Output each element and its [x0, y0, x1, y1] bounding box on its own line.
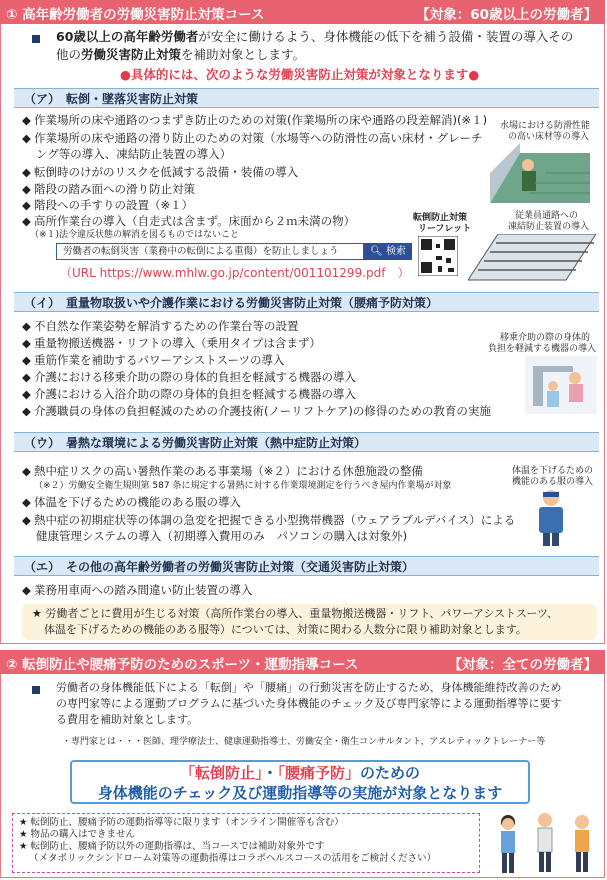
diamond-bullet-icon: ◆: [22, 353, 31, 367]
banner-line2: 身体機能のチェック及び運動指導等の実施が対象となります: [97, 784, 503, 802]
subsection-a-header: （ア） 転倒・墜落災害防止対策: [14, 88, 599, 108]
qr-code-icon[interactable]: [418, 236, 458, 276]
list-item-text: 介護職員の身体の負担軽減のための介護技術(ノーリフトケア)の修得のための教育の実施: [34, 404, 491, 418]
diamond-bullet-icon: ◆: [22, 165, 31, 179]
antislip-floor-illustration: [490, 143, 590, 203]
note-line: ★ 物品の購入はできません: [19, 829, 136, 840]
square-bullet-icon: [32, 686, 40, 694]
cost-note-box: [22, 604, 597, 640]
section2-lead: 労働者の身体機能低下による「転倒」や「腰痛」の行動災害を防止するため、身体機能維持改善のため: [56, 681, 562, 694]
section2-notes-box: [12, 813, 480, 873]
search-input[interactable]: 労働者の転倒災害（業務中の転倒による重傷）を防止しましょう: [56, 243, 364, 260]
section1-title: ① 高年齢労働者の労働災害防止対策コース: [6, 7, 265, 23]
list-item: [22, 335, 321, 351]
list-item: [22, 386, 356, 402]
lead-text: 他の: [56, 47, 82, 62]
subsection-b-header: （イ） 重量物取扱いや介護作業における労働災害防止対策（腰痛予防対策）: [14, 292, 599, 312]
list-item-text: 作業場所の床や通路のつまずき防止のための対策(作業場所の床や通路の段差解消)(※１): [34, 113, 488, 127]
leaflet-label: 転倒防止対策: [413, 213, 468, 223]
list-item: [22, 197, 193, 213]
list-item-text: 転倒時のけがのリスクを低減する設備・装備の導入: [34, 165, 299, 179]
banner-dot: ・: [262, 764, 278, 782]
section2-lead: の専門家等による運動プログラムに基づいた身体機能のチェック及び専門家等による運動指導等に要す: [56, 697, 562, 710]
list-item-text: 重量物搬送機器・リフトの導入（乗用タイプは含まず）: [34, 336, 321, 350]
banner-fall-prevention: 「転倒防止」: [179, 764, 263, 782]
lead-emphasis-measure: 労働災害防止対策: [81, 47, 182, 62]
specific-measures-line: ●具体的には、次のような労働災害防止対策が対象となります●: [120, 67, 480, 82]
image-caption: 従業員通路への: [515, 211, 579, 221]
diamond-bullet-icon: ◆: [22, 464, 31, 478]
list-item-text: 階段の踏み面への滑り防止対策: [34, 182, 195, 196]
diamond-bullet-icon: ◆: [22, 198, 31, 212]
search-icon: 🔍︎: [370, 246, 383, 257]
section2-header: [0, 650, 605, 674]
list-item: [22, 352, 284, 368]
list-item: [22, 112, 487, 128]
diamond-bullet-icon: ◆: [22, 214, 31, 228]
section1-lead-line2: [56, 46, 305, 64]
list-item-continuation: ング等の導入、凍結防止装置の導入）: [36, 147, 232, 161]
diamond-bullet-icon: ◆: [22, 113, 31, 127]
note-line: ★ 転倒防止、腰痛予防以外の運動指導は、当コースでは補助対象外です: [19, 841, 325, 852]
heat-note: （※２）労働安全衛生規則第 587 条に規定する暑熱に対する作業環境測定を行うべき屋内作業場が対象: [34, 481, 452, 491]
diamond-bullet-icon: ◆: [22, 336, 31, 350]
note-line: （メタボリックシンドローム対策等の運動指導はコラボヘルスコースの活用をご検討ください）: [29, 853, 437, 864]
list-item-continuation: 健康管理システムの導入（初期導入費用のみ パソコンの購入は対象外): [36, 529, 408, 543]
list-item-text: 階段への手すりの設置（※１）: [34, 198, 194, 212]
image-caption: 水場における防滑性能: [500, 121, 591, 131]
list-item: [22, 130, 483, 146]
list-item-text: 業務用車両への踏み間違い防止装置の導入: [34, 583, 253, 597]
list-item-text: 体温を下げるための機能のある服の導入: [34, 495, 241, 509]
section1-header: [0, 0, 605, 24]
lead-text: を補助対象とします。: [181, 47, 306, 62]
diamond-bullet-icon: ◆: [22, 583, 31, 597]
diamond-bullet-icon: ◆: [22, 370, 31, 384]
banner-line1: [72, 763, 528, 783]
subsection-d-header: （エ） その他の高年齢労働者の労働災害防止対策（交通災害防止対策）: [14, 556, 599, 576]
section2-target: 【対象：全ての労働者】: [448, 657, 597, 673]
list-item: [22, 164, 298, 180]
list-item-text: 介護における入浴介助の際の身体的負担を軽減する機器の導入: [34, 387, 356, 401]
diamond-bullet-icon: ◆: [22, 182, 31, 196]
list-item-text: 熱中症リスクの高い暑熱作業のある事業場（※２）における休憩施設の整備: [34, 464, 423, 478]
note-line: ★ 転倒防止、腰痛予防の運動指導等に限ります（オンライン開催等も含む）: [19, 817, 344, 828]
list-item: [22, 213, 355, 229]
section2-title: ② 転倒防止や腰痛予防のためのスポーツ・運動指導コース: [6, 657, 359, 673]
banner-for: のための: [360, 764, 421, 782]
subsection-c-header: （ウ） 暑熱な環境による労働災害防止対策（熱中症防止対策）: [14, 432, 599, 452]
image-caption: の高い床材等の導入: [508, 132, 590, 142]
diamond-bullet-icon: ◆: [22, 404, 31, 418]
search-button[interactable]: [364, 243, 412, 260]
stretching-workers-illustration: [490, 808, 602, 876]
antifreeze-walkway-illustration: [468, 234, 598, 282]
image-caption: 体温を下げるための: [512, 466, 594, 476]
lead-text: が安全に働けるよう、身体機能の低下を補う設備・装置の導入その: [198, 29, 574, 44]
square-bullet-icon: [32, 35, 40, 43]
list-item-text: 高所作業台の導入（自走式は含まず。床面から２ｍ未満の物）: [34, 214, 356, 228]
diamond-bullet-icon: ◆: [22, 131, 31, 145]
image-caption: 機能のある服の導入: [512, 477, 594, 487]
banner-backpain-prevention: 「腰痛予防」: [277, 764, 361, 782]
diamond-bullet-icon: ◆: [22, 513, 31, 527]
list-item-text: 不自然な作業姿勢を解消するための作業台等の設置: [34, 319, 299, 333]
lead-emphasis-age: 60歳以上の高年齢労働者: [56, 29, 199, 44]
search-button-label: 検索: [385, 246, 406, 257]
list-item: [22, 181, 195, 197]
diamond-bullet-icon: ◆: [22, 495, 31, 509]
image-caption: 凍結防止装置の導入: [508, 222, 590, 232]
expert-definition: ・専門家とは・・・医師、理学療法士、健康運動指導士、労働安全・衛生コンサルタント、アスレティックトレーナー等: [62, 737, 546, 747]
list-item-text: 熱中症の初期症状等の体調の急変を把握できる小型携帯機器（ウェアラブルデバイス）による: [34, 513, 516, 527]
list-item: [22, 494, 241, 510]
image-caption: 移乗介助の際の身体的: [500, 333, 591, 343]
section1-target: 【対象：60歳以上の労働者】: [416, 7, 597, 23]
leaflet-label: リーフレット: [418, 224, 472, 234]
leaflet-url-link[interactable]: （URL https://www.mhlw.go.jp/content/001101299.pdf ）: [60, 266, 410, 280]
cooling-vest-worker-illustration: [530, 488, 572, 546]
section1-lead-line1: [56, 28, 573, 46]
list-item: [22, 369, 356, 385]
diamond-bullet-icon: ◆: [22, 387, 31, 401]
note-line: 体温を下げるための機能のある服等）については、対策に関わる人数分に限り補助対象とします。: [44, 623, 527, 636]
section2-lead: る費用を補助対象とします。: [56, 713, 199, 726]
list-item: [22, 463, 423, 479]
list-item-text: 介護における移乗介助の際の身体的負担を軽減する機器の導入: [34, 370, 356, 384]
list-item-text: 重筋作業を補助するパワーアシストスーツの導入: [34, 353, 285, 367]
coverage-banner: [70, 760, 530, 804]
list-item: [22, 318, 299, 334]
law-note: （※１)法令違反状態の解消を図るものではないこと: [30, 230, 240, 240]
list-item: [22, 582, 253, 598]
note-line: ★ 労働者ごとに費用が生じる対策（高所作業台の導入、重量物搬送機器・リフト、パワーアシストスーツ、: [32, 607, 559, 620]
transfer-assist-device-illustration: [525, 356, 597, 414]
list-item: [22, 512, 515, 528]
diamond-bullet-icon: ◆: [22, 319, 31, 333]
image-caption: 負担を軽減する機器の導入: [488, 344, 597, 354]
list-item: [22, 403, 491, 419]
list-item-text: 作業場所の床や通路の滑り防止のための対策（水場等への防滑性の高い床材・グレーチ: [34, 131, 483, 145]
